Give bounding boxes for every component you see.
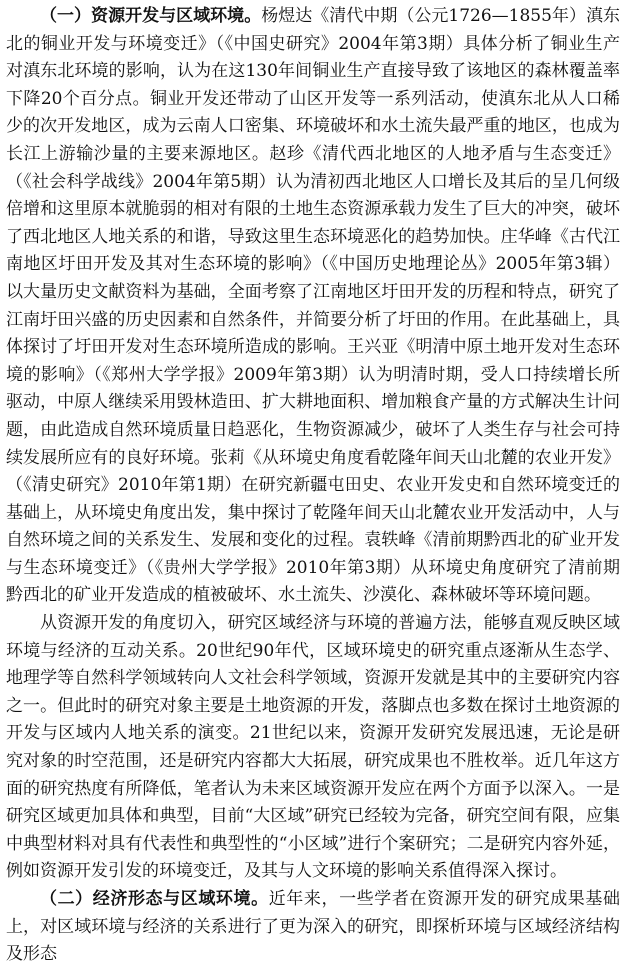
section-1-paragraph: [6, 3, 620, 610]
section-1-body: 杨煜达《清代中期（公元1726—1855年）滇东北的铜业开发与环境变迁》（《中国史研究》2004年第3期）具体分析了铜业生产对滇东北环境的影响，认为在这130年间铜业生产直接导致了该地区的森林覆盖率下降20个百分点。铜业开发还带动了山区开发等一系列活动，使滇东北从人口稀少的次开发地区，成为云南人口密集、环境破坏和水土流失最严重的地区，也成为长江上游输沙量的主要来源地区。赵珍《清代西北地区的人地矛盾与生态变迁》（《社会科学战线》2004年第5期）认为清初西北地区人口增长及其后的呈几何级倍增和这里原本就脆弱的相对有限的土地生态资源承载力发生了巨大的冲突，破坏了西北地区人地关系的和谐，导致这里生态环境恶化的趋势加快。庄华峰《古代江南地区圩田开发及其对生态环境的影响》（《中国历史地理论丛》2005年第3辑）以大量历史文献资料为基础，全面考察了江南地区圩田开发的历程和特点，研究了江南圩田兴盛的历史因素和自然条件，并简要分析了圩田的作用。在此基础上，具体探讨了圩田开发对生态环境所造成的影响。王兴亚《明清中原土地开发对生态环境的影响》（《郑州大学学报》2009年第3期）认为明清时期，受人口持续增长所驱动，中原人继续采用毁林造田、扩大耕地面积、增加粮食产量的方式解决生计问题，由此造成自然环境质量日趋恶化，生物资源减少，破坏了人类生存与社会可持续发展所应有的良好环境。张莉《从环境史角度看乾隆年间天山北麓的农业开发》（《清史研究》2010年第1期）在研究新疆屯田史、农业开发史和自然环境变迁的基础上，从环境史角度出发，集中探讨了乾隆年间天山北麓农业开发活动中，人与自然环境之间的关系发生、发展和变化的过程。袁轶峰《清前期黔西北的矿业开发与生态环境变迁》（《贵州大学学报》2010年第3期）从环境史角度研究了清前期黔西北的矿业开发造成的植被破坏、水土流失、沙漠化、森林破坏等环境问题。: [6, 6, 620, 606]
section-1-summary-body: 从资源开发的角度切入，研究区域经济与环境的普遍方法，能够直观反映区域环境与经济的互动关系。20世纪90年代，区域环境史的研究重点逐渐从生态学、地理学等自然科学领域转向人文社会科学领域，资源开发就是其中的主要研究内容之一。但此时的研究对象主要是土地资源的开发，落脚点也多数在探讨土地资源的开发与区域内人地关系的演变。21世纪以来，资源开发研究发展迅速，无论是研究对象的时空范围，还是研究内容都大大拓展，研究成果也不胜枚举。近几年这方面的研究热度有所降低，笔者认为未来区域资源开发应在两个方面予以深入。一是研究区域更加具体和典型，目前“大区域”研究已经较为完备，研究空间有限，应集中典型材料对具有代表性和典型性的“小区域”进行个案研究；二是研究内容外延，例如资源开发引发的环境变迁，及其与人文环境的影响关系值得深入探讨。: [6, 613, 620, 882]
section-1-summary-paragraph: [6, 610, 620, 886]
section-2-heading: （二）经济形态与区域环境。: [40, 889, 269, 909]
section-2-body: 近年来，一些学者在资源开发的研究成果基础上，对区域环境与经济的关系进行了更为深入的研究，即探析环境与区域经济结构及形态: [6, 889, 620, 965]
section-2-paragraph: [6, 886, 620, 969]
section-1-heading: （一）资源开发与区域环境。: [40, 6, 262, 26]
